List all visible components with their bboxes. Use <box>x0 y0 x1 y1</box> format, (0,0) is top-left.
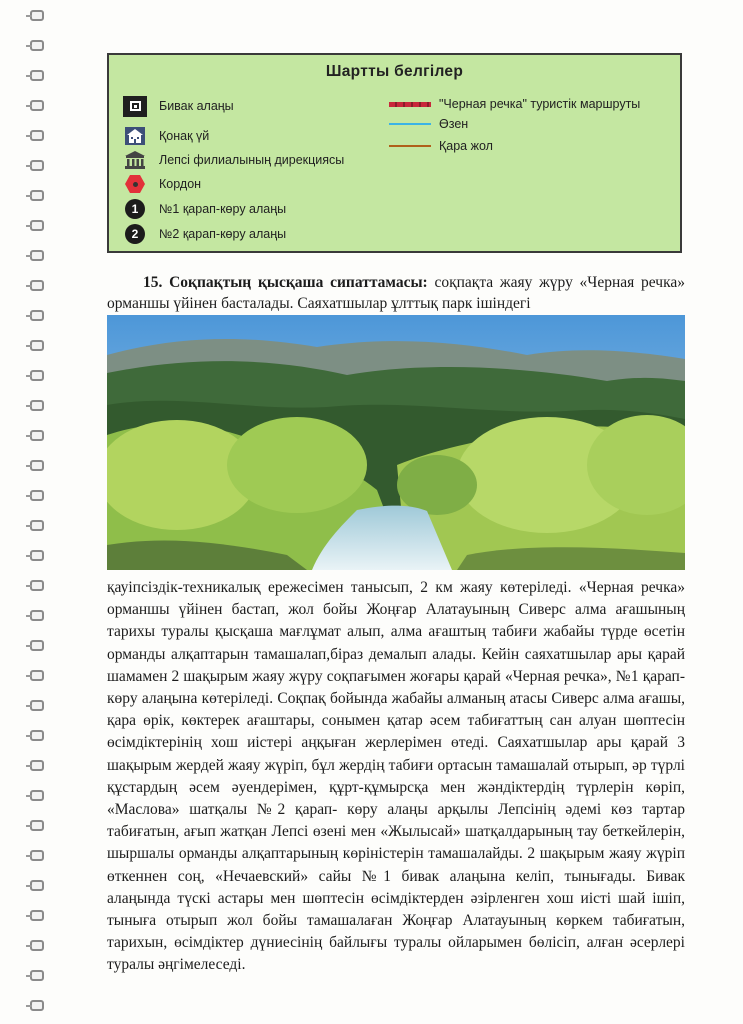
cordon-hexagon-icon <box>125 175 145 193</box>
legend-item-viewpoint-2: 2 №2 қарап-көру алаңы <box>119 223 286 245</box>
legend-item-bivouac: Бивак алаңы <box>119 95 234 117</box>
legend-title: Шартты белгілер <box>325 63 464 80</box>
road-line-icon <box>389 145 431 147</box>
legend-item-viewpoint-1: 1 №1 қарап-көру алаңы <box>119 198 286 220</box>
article-intro: соқпақта жаяу жүру «Черная речка» орманшы үйінен басталады. Саяхатшылар ұлттық парк ішіндегі <box>107 274 686 312</box>
article-body: қауіпсіздік-техникалық ережесімен танысып, 2 км жаяу көтеріледі. «Черная речка» орманшы үйінен бастап, жол бойы Жоңғар Алатауының Сиверс алма ағашының тарихы туралы қысқаша мағлұмат алып, алма ағаштың табиғи жабайы түрде өсетін орманды алқаптарын тамашалап,біраз демалып алады. Кейін саяхатшылар ары қарай шамамен 2 шақырым жаяу жүру соқпағымен жоғары қарай «Черная речка», №1 қарап-көру алаңына көтеріледі. Соқпақ бойында жабайы алманың атасы Сиверс алма ағашы, қара өрік, көктерек ағаштары, сонымен қатар әсем табиғаттың сан алуан шөптесін өсімдіктерінің хош иістері аңқыған жерлерімен өтеді. Саяхатшылар ары қарай 3 шақырым жердей жаяу жүріп, бұл жердің табиғи ортасын тамашалай отырып, әр түрлі құстардың әсем әуендерімен, құрт-құмырсқа мен жәндіктердің түрлерін көріп, «Маслова» шатқалы №2 қарап- көру алаңы арқылы Лепсінің әдемі көз тартар табиғатын, ағып жатқан Лепсі өзені мен «Жылысай» шатқалдарының тау беткейлерін, шыршалы орманды алқаптарының көріністерін тамашалайды. 2 шақырым жаяу жүріп өткеннен соң, «Нечаевский» сайы №1 бивак алаңына келіп, тынығады. Бивак алаңында түскі астары мен шөптесін өсімдіктерден әзірленген хош иісті шай ішіп, тыныға отырып жол бойы тамашалаған Жоңғар Алатауының көркем табиғатын, тарихын, өсімдіктер дүниесінің байлығы туралы ойларымен бөлісіп, алған әсерлері туралы әңгімелеседі. <box>107 579 685 974</box>
river-line-icon <box>389 123 431 125</box>
map-legend <box>107 53 682 253</box>
viewpoint-2-icon: 2 <box>125 224 145 244</box>
legend-item-guest-house: Қонақ үй <box>119 125 209 147</box>
legend-line-river: Өзен <box>389 113 468 135</box>
article-heading-paragraph <box>107 272 685 314</box>
route-line-icon <box>389 102 431 107</box>
spiral-binding <box>26 0 48 1024</box>
directorate-building-icon <box>124 150 146 170</box>
legend-item-cordon: Кордон <box>119 173 201 195</box>
legend-line-route: "Черная речка" туристік маршруты <box>389 93 640 115</box>
bivouac-icon <box>123 96 147 117</box>
viewpoint-1-icon: 1 <box>125 199 145 219</box>
river-valley-photo <box>107 315 685 570</box>
legend-line-road: Қара жол <box>389 135 493 157</box>
legend-item-directorate: Лепсі филиалының дирекциясы <box>119 149 344 171</box>
article-heading: 15. Соқпақтың қысқаша сипаттамасы: <box>143 274 428 291</box>
guest-house-icon <box>124 126 146 146</box>
